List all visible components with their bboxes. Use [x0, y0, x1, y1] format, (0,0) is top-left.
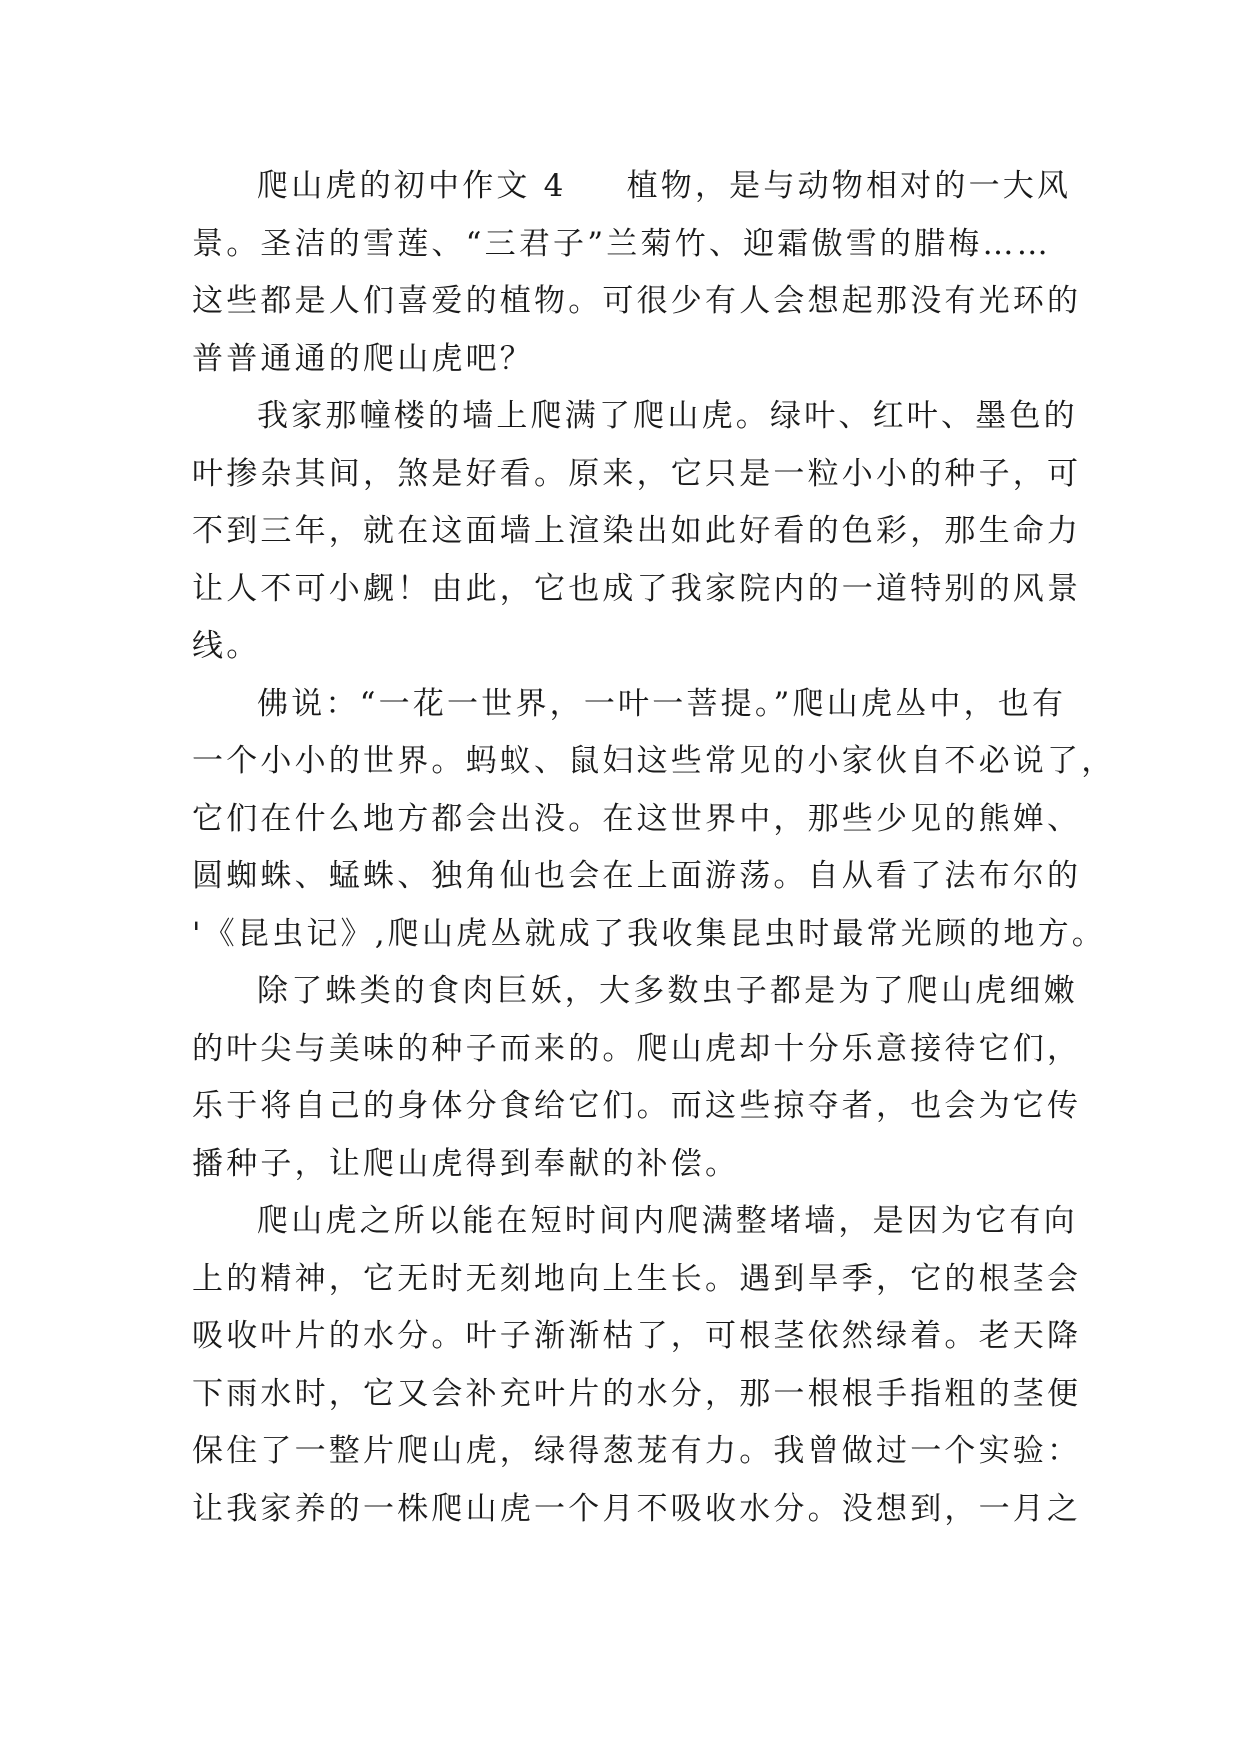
paragraph-line: 下雨水时，它又会补充叶片的水分，那一根根手指粗的茎便	[192, 1375, 1082, 1412]
paragraph-line: 爬山虎之所以能在短时间内爬满整堵墙，是因为它有向	[257, 1203, 1078, 1239]
paragraph-line: 景。圣洁的雪莲、“三君子”兰菊竹、迎霜傲雪的腊梅……	[192, 225, 1051, 262]
paragraph-line: 线。	[192, 628, 261, 664]
paragraph-line: 不到三年，就在这面墙上渲染出如此好看的色彩，那生命力	[192, 513, 1082, 549]
paragraph-line: 圆蜘蛛、蜢蛛、独角仙也会在上面游荡。自从看了法布尔的	[192, 858, 1082, 894]
paragraph-line: 我家那幢楼的墙上爬满了爬山虎。绿叶、红叶、墨色的	[257, 398, 1078, 434]
paragraph-line: 植物，是与动物相对的一大风	[626, 168, 1072, 204]
paragraph-line: 上的精神，它无时无刻地向上生长。遇到旱季，它的根茎会	[192, 1260, 1082, 1297]
essay-body	[192, 158, 1116, 1538]
paragraph-line: 乐于将自己的身体分食给它们。而这些掠夺者，也会为它传	[192, 1088, 1082, 1124]
paragraph-line: 除了蛛类的食肉巨妖，大多数虫子都是为了爬山虎细嫩	[257, 973, 1078, 1009]
paragraph-line: 佛说：“一花一世界，一叶一菩提。”爬山虎丛中，也有	[257, 685, 1067, 722]
paragraph-line: 吸收叶片的水分。叶子渐渐枯了，可根茎依然绿着。老天降	[192, 1318, 1082, 1354]
essay-title: 爬山虎的初中作文 4	[257, 168, 567, 204]
title-line	[192, 158, 1072, 216]
paragraph-line: 让人不可小觑！由此，它也成了我家院内的一道特别的风景	[192, 570, 1082, 607]
paragraph-line: 播种子，让爬山虎得到奉献的补偿。	[192, 1145, 740, 1182]
paragraph-line: '《昆虫记》,爬山虎丛就成了我收集昆虫时最常光顾的地方。	[192, 915, 1106, 952]
paragraph-line: 让我家养的一株爬山虎一个月不吸收水分。没想到，一月之	[192, 1490, 1082, 1527]
paragraph-line: 这些都是人们喜爱的植物。可很少有人会想起那没有光环的	[192, 283, 1082, 319]
paragraph-line: 保住了一整片爬山虎，绿得葱茏有力。我曾做过一个实验：	[192, 1433, 1082, 1469]
paragraph-line: 一个小小的世界。蚂蚁、鼠妇这些常见的小家伙自不必说了，	[192, 743, 1116, 779]
paragraph-line: 普普通通的爬山虎吧？	[192, 340, 534, 377]
paragraph-line: 的叶尖与美味的种子而来的。爬山虎却十分乐意接待它们，	[192, 1030, 1082, 1067]
paragraph-line: 它们在什么地方都会出没。在这世界中，那些少见的熊婵、	[192, 800, 1082, 837]
paragraph-line: 叶掺杂其间，煞是好看。原来，它只是一粒小小的种子，可	[192, 455, 1082, 492]
